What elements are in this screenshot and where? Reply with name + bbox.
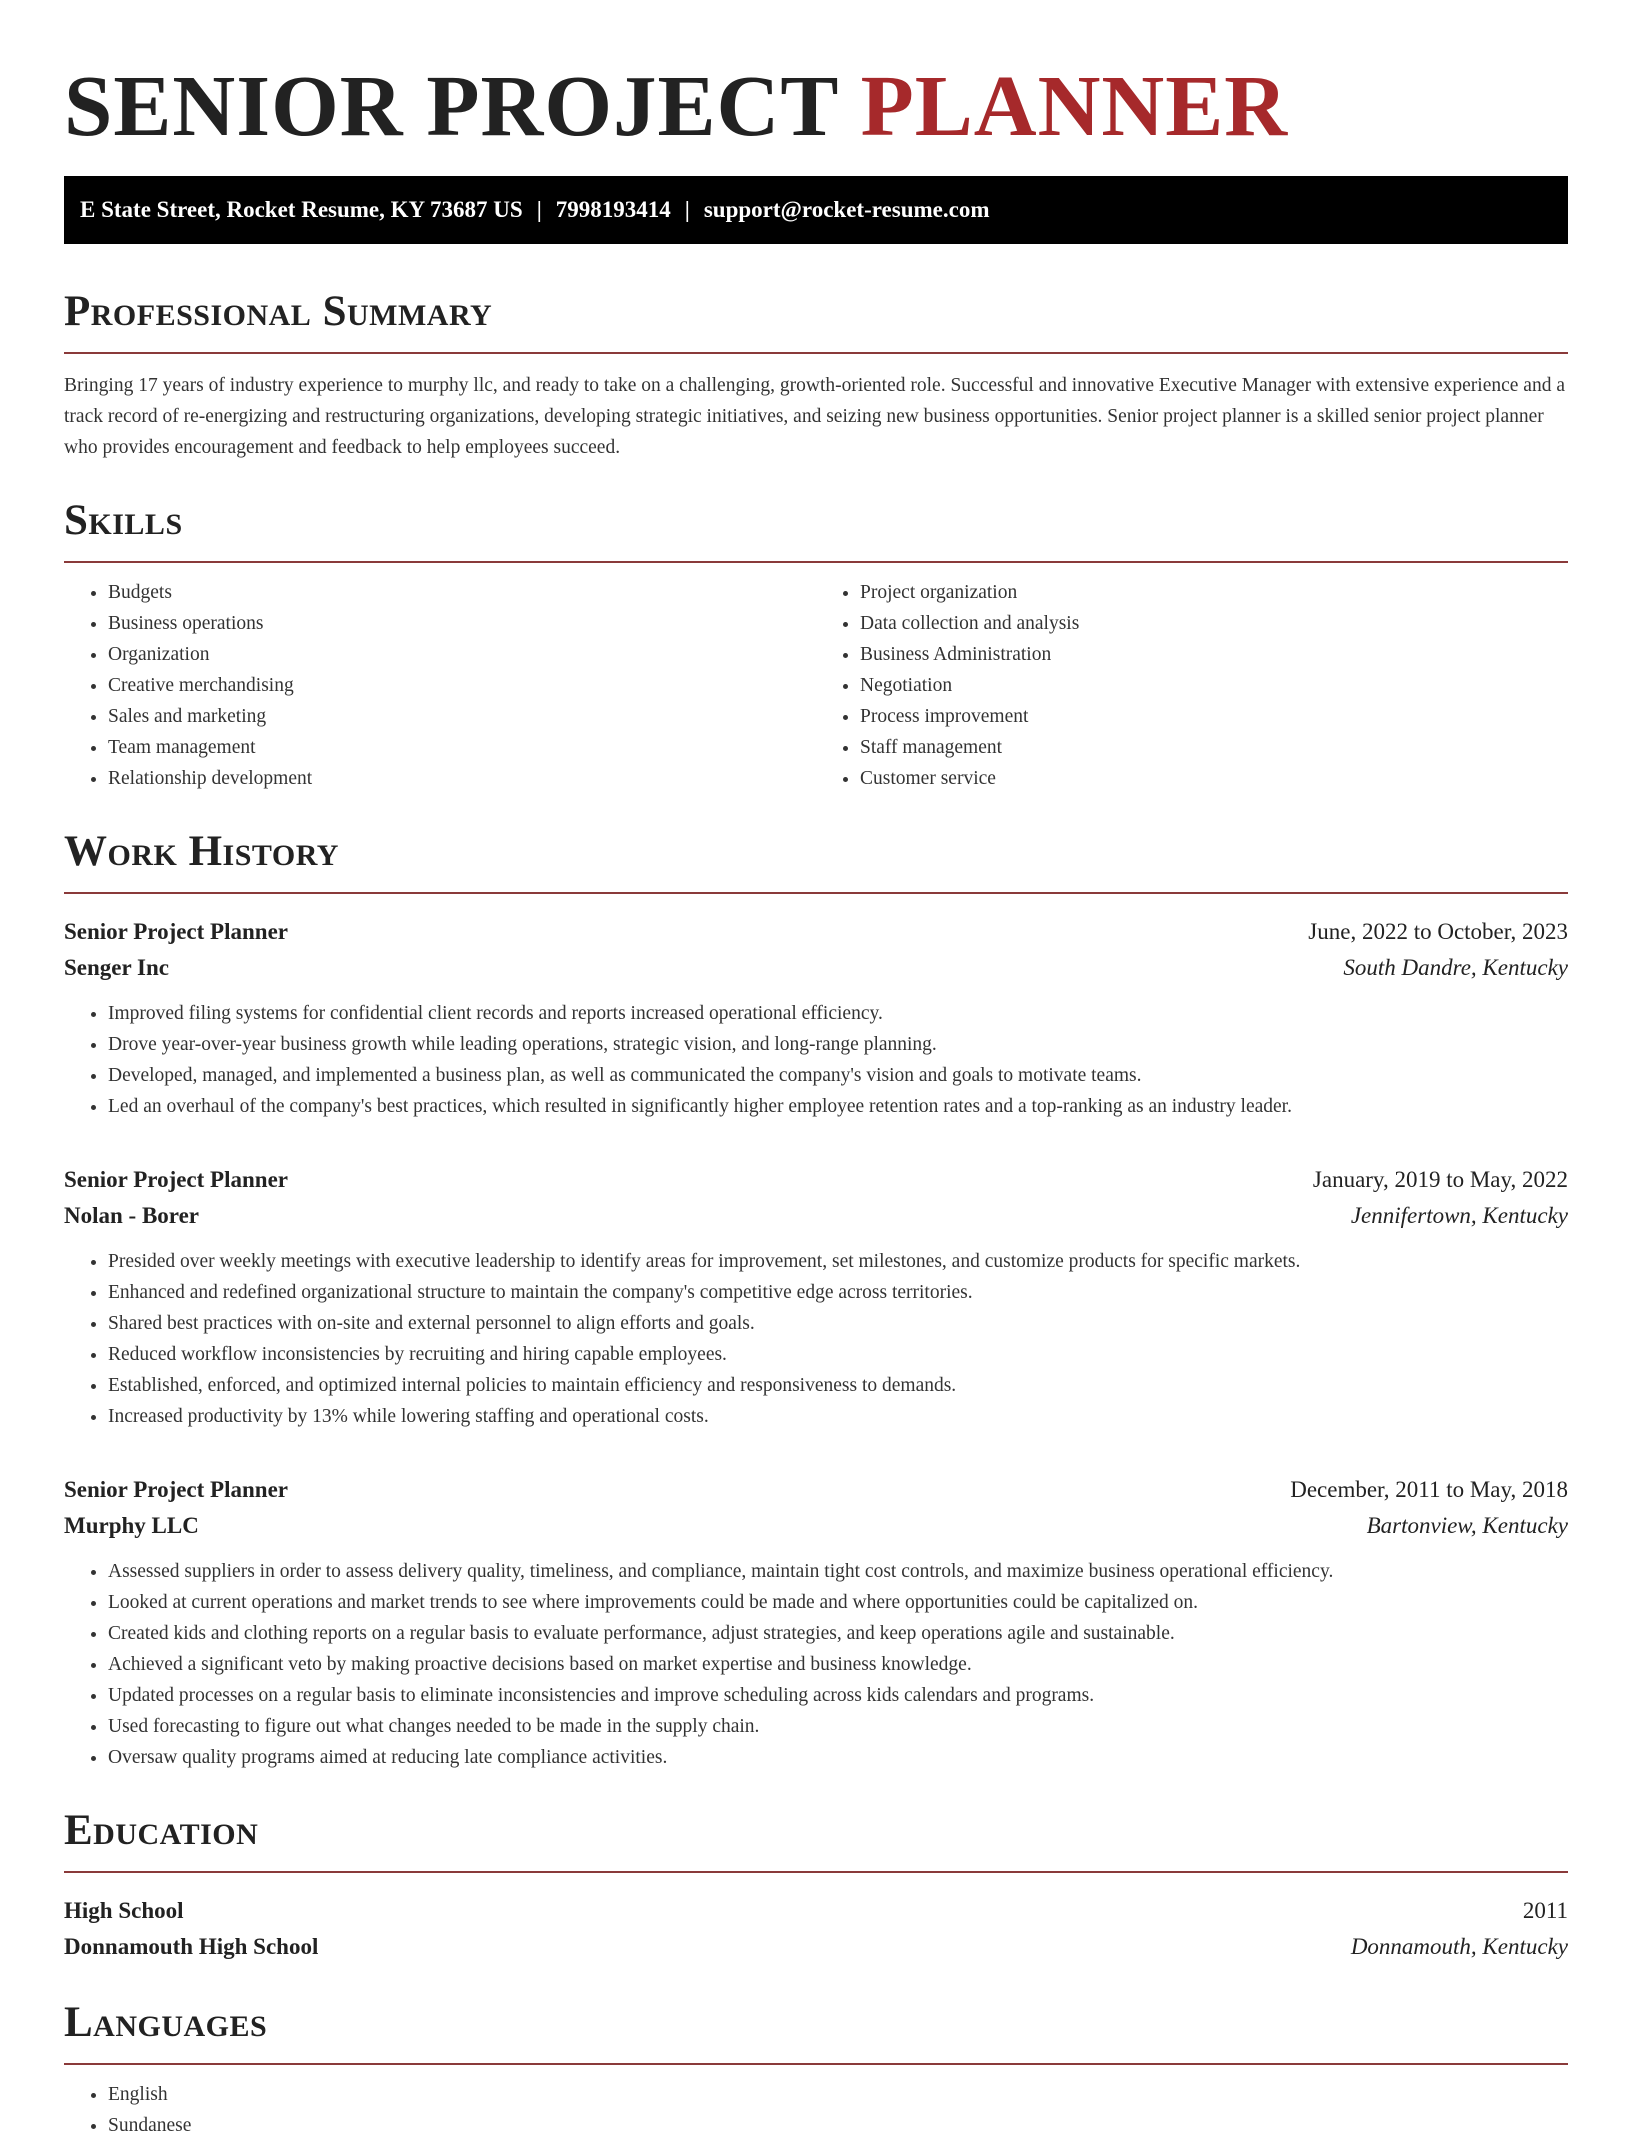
section-title-work-history: Work History: [64, 828, 339, 875]
contact-email: support@rocket-resume.com: [703, 197, 990, 222]
job-company: Senger Inc: [64, 955, 169, 980]
job-bullets: [64, 998, 1568, 1122]
skill-item: • Staff management: [860, 732, 1568, 763]
contact-address: E State Street, Rocket Resume, KY 73687 US: [80, 197, 523, 222]
title-main: SENIOR PROJECT: [64, 57, 838, 154]
education-school: Donnamouth High School: [64, 1934, 319, 1959]
section-divider: [64, 561, 1568, 563]
job-bullet: • Looked at current operations and market trends to see where improvements could be made and where opportunities could be capitalized on.: [108, 1587, 1568, 1618]
job-bullet: • Achieved a significant veto by making proactive decisions based on market expertise and business knowledge.: [108, 1649, 1568, 1680]
education-location: Donnamouth, Kentucky: [1350, 1934, 1568, 1959]
skill-item: • Organization: [108, 639, 816, 670]
title-accent: PLANNER: [860, 57, 1289, 154]
job-entry: [64, 914, 1568, 1122]
skill-item: • Creative merchandising: [108, 670, 816, 701]
job-bullet: • Used forecasting to figure out what changes needed to be made in the supply chain.: [108, 1711, 1568, 1742]
skill-item: • Business operations: [108, 608, 816, 639]
job-role: Senior Project Planner: [64, 1477, 288, 1502]
summary-section: [64, 288, 1568, 463]
contact-phone: 7998193414: [555, 197, 671, 222]
education-section: [64, 1807, 1568, 1965]
job-bullet: • Updated processes on a regular basis to eliminate inconsistencies and improve scheduling across kids calendars and programs.: [108, 1680, 1568, 1711]
job-bullet: • Led an overhaul of the company's best practices, which resulted in significantly higher employee retention rates and a top-ranking as an industry leader.: [108, 1091, 1568, 1122]
job-bullet: • Presided over weekly meetings with executive leadership to identify areas for improvement, set milestones, and customize products for specific markets.: [108, 1246, 1568, 1277]
skill-item: • Budgets: [108, 577, 816, 608]
job-bullet: • Drove year-over-year business growth while leading operations, strategic vision, and long-range planning.: [108, 1029, 1568, 1060]
job-dates: June, 2022 to October, 2023: [1308, 919, 1568, 944]
summary-text: Bringing 17 years of industry experience to murphy llc, and ready to take on a challenging, growth-oriented role. Successful and innovative Executive Manager with extensive experience and a track record of re-energizing and restructuring organizations, developing strategic initiatives, and seizing new business opportunities. Senior project planner is a skilled senior project planner who provides encouragement and feedback to help employees succeed.: [64, 375, 1565, 458]
work-history-section: [64, 828, 1568, 1773]
skill-item: • Sales and marketing: [108, 701, 816, 732]
section-divider: [64, 2063, 1568, 2065]
job-role: Senior Project Planner: [64, 1167, 288, 1192]
job-company: Murphy LLC: [64, 1513, 199, 1538]
job-bullet: • Reduced workflow inconsistencies by recruiting and hiring capable employees.: [108, 1339, 1568, 1370]
job-bullet: • Assessed suppliers in order to assess delivery quality, timeliness, and compliance, maintain tight cost controls, and maximize business operational efficiency.: [108, 1556, 1568, 1587]
job-bullet: • Enhanced and redefined organizational structure to maintain the company's competitive edge across territories.: [108, 1277, 1568, 1308]
section-divider: [64, 892, 1568, 894]
job-location: Bartonview, Kentucky: [1366, 1513, 1568, 1538]
job-bullet: • Improved filing systems for confidential client records and reports increased operational efficiency.: [108, 998, 1568, 1029]
section-divider: [64, 352, 1568, 354]
job-bullet: • Developed, managed, and implemented a business plan, as well as communicated the company's vision and goals to motivate teams.: [108, 1060, 1568, 1091]
job-bullet: • Shared best practices with on-site and external personnel to align efforts and goals.: [108, 1308, 1568, 1339]
skill-item: • Project organization: [860, 577, 1568, 608]
job-company: Nolan - Borer: [64, 1203, 200, 1228]
skill-item: • Team management: [108, 732, 816, 763]
skill-item: • Data collection and analysis: [860, 608, 1568, 639]
skill-item: • Process improvement: [860, 701, 1568, 732]
job-location: Jennifertown, Kentucky: [1350, 1203, 1568, 1228]
job-bullet: • Created kids and clothing reports on a regular basis to evaluate performance, adjust strategies, and keep operations agile and sustainable.: [108, 1618, 1568, 1649]
job-role: Senior Project Planner: [64, 919, 288, 944]
job-bullet: • Increased productivity by 13% while lowering staffing and operational costs.: [108, 1401, 1568, 1432]
skill-item: • Customer service: [860, 763, 1568, 794]
language-item: • Sundanese: [108, 2110, 1568, 2141]
job-bullets: [64, 1246, 1568, 1432]
resume-title: [64, 56, 1568, 156]
education-year: 2011: [1522, 1898, 1568, 1923]
languages-section: [64, 1999, 1568, 2141]
job-entry: [64, 1472, 1568, 1773]
section-title-skills: Skills: [64, 497, 183, 544]
job-location: South Dandre, Kentucky: [1343, 955, 1568, 980]
skill-item: • Business Administration: [860, 639, 1568, 670]
section-title-summary: Professional Summary: [64, 288, 493, 335]
job-entry: [64, 1162, 1568, 1432]
skill-item: • Negotiation: [860, 670, 1568, 701]
contact-bar: [64, 176, 1568, 244]
job-bullet: • Established, enforced, and optimized internal policies to maintain efficiency and responsiveness to demands.: [108, 1370, 1568, 1401]
skills-list-right: [816, 577, 1568, 794]
skills-section: [64, 497, 1568, 794]
job-bullets: [64, 1556, 1568, 1773]
skill-item: • Relationship development: [108, 763, 816, 794]
education-degree: High School: [64, 1898, 184, 1923]
languages-list: [64, 2079, 1568, 2141]
skills-grid: [64, 577, 1568, 794]
language-item: • English: [108, 2079, 1568, 2110]
section-title-languages: Languages: [64, 1999, 268, 2046]
job-dates: December, 2011 to May, 2018: [1290, 1477, 1568, 1502]
section-divider: [64, 1871, 1568, 1873]
contact-separator: |: [684, 197, 690, 222]
section-title-education: Education: [64, 1807, 259, 1854]
job-bullet: • Oversaw quality programs aimed at reducing late compliance activities.: [108, 1742, 1568, 1773]
job-dates: January, 2019 to May, 2022: [1312, 1167, 1568, 1192]
skills-list-left: [64, 577, 816, 794]
contact-separator: |: [536, 197, 542, 222]
education-entry: [64, 1893, 1568, 1965]
